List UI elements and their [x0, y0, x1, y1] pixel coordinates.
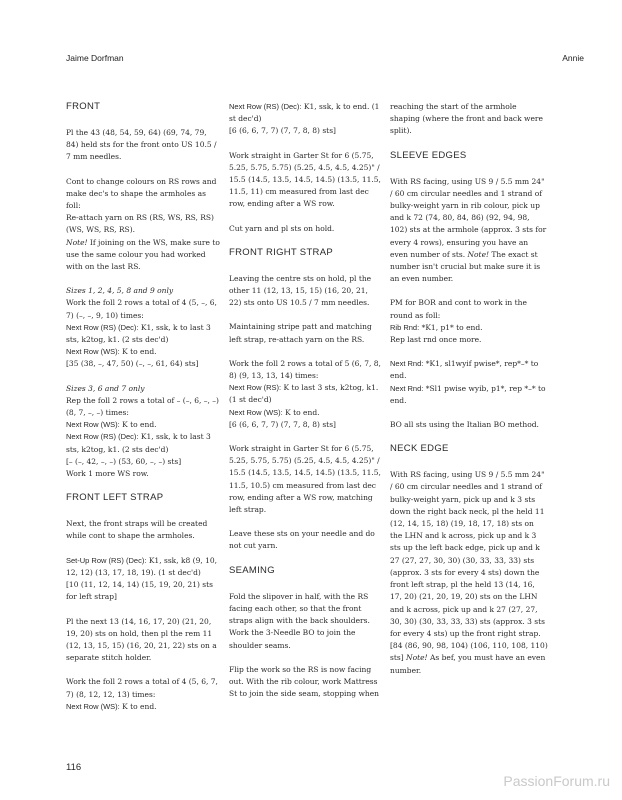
page-number: 116 — [66, 762, 82, 773]
sleeve-rib: PM for BOR and cont to work in the round as foll: Rib Rnd: *K1, p1* to end. Rep last rnd once more. — [390, 298, 527, 345]
front-left-strap-heading: FRONT LEFT STRAP — [66, 492, 164, 504]
front-p2: Cont to change colours on RS rows and make dec's to shape the armholes as foll: Re-attach yarn on RS (RS, WS, RS, RS) (WS, WS, RS, RS). Note! If joining on the WS, make sure to use the same colour you had worked with on the last RS. — [66, 176, 220, 272]
sleeve-next-rnds: Next Rnd: *K1, sl1wyif pwise*, rep*–* to end. Next Rnd: *Sl1 pwise wyib, p1*, rep *–* to end. — [390, 359, 546, 405]
sizes-group-1: Sizes 1, 2, 4, 5, 8 and 9 only Work the foll 2 rows a total of 4 (5, –, 6, 7) (–, –, 9, 10) times: Next Row (RS) (Dec): K1, ssk, k to last 3 sts, k2tog, k1. (2 sts dec'd) Next Row (WS): K to end. [35 (38, –, 47, 50) (–, –, 61, 64) sts] — [66, 286, 217, 369]
frs-p2: Maintaining stripe patt and matching left strap, re-attach yarn on the RS. — [229, 322, 372, 344]
sizes-group-2: Sizes 3, 6 and 7 only Rep the foll 2 rows a total of – (–, 6, –, –) (8, 7, –, –) times: Next Row (WS): K to end. Next Row (RS) (Dec): K1, ssk, k to last 3 sts, k2tog, k1. (2 sts dec'd) [– (–, 42, –, –) (53, 60, –, –) sts] Work 1 more WS row. — [66, 383, 219, 479]
frs-p1: Leaving the centre sts on hold, pl the other 11 (12, 13, 15, 15) (16, 20, 21, 22) sts onto US 10.5 / 7 mm needles. — [229, 273, 372, 308]
column-1 — [66, 101, 220, 725]
header-author: Jaime Dorfman — [66, 53, 124, 63]
sleeve-p1: With RS facing, using US 9 / 5.5 mm 24" / 60 cm circular needles and 1 strand of bulky-weight yarn in rib colour, pick up and k 72 (74, 80, 84, 86) (92, 94, 98, 102) sts at the armhole (approx. 3 sts for every 4 rows), ensuring you have an even number of sts. Note! The exact st number isn't crucial but make sure it is an even number. — [390, 176, 547, 284]
fls-p1: Next, the front straps will be created while cont to shape the armholes. — [66, 519, 208, 541]
seaming-p1: Fold the slipover in half, with the RS facing each other, so that the front straps align with the back shoulders. Work the 3-Needle BO to join the shoulder seams. — [229, 591, 370, 650]
front-right-strap-heading: FRONT RIGHT STRAP — [229, 246, 333, 258]
column-2 — [229, 101, 381, 700]
seaming-heading: SEAMING — [229, 564, 275, 576]
sleeve-bo: BO all sts using the Italian BO method. — [390, 420, 539, 430]
front-p1: Pl the 43 (48, 54, 59, 64) (69, 74, 79, 84) held sts for the front onto US 10.5 / 7 mm needles. — [66, 128, 217, 162]
left-strap-garter: Work straight in Garter St for 6 (5.75, 5.25, 5.75, 5.75) (5.25, 4.5, 4.5, 4.25)" / 15.5 (14.5, 13.5, 14.5, 14.5) (13.5, 11.5, 11.5, 11) cm measured from last dec row, ending after a WS row. — [229, 150, 381, 209]
neck-p1: With RS facing, using US 9 / 5.5 mm 24" / 60 cm circular needles and 1 strand of bulky-weight yarn, pick up and k 3 sts down the right back neck, pl the held 11 (12, 14, 15, 18) (19, 18, 17, 18) sts on the LHN and k across, pick up and k 3 sts up the left back edge, pick up and k 27 (27, 27, 30, 30) (30, 33, 33, 33) sts (approx. 3 sts for every 4 sts) down the front left strap, pl the held 13 (14, 16, 17, 20) (21, 20, 19, 20) sts on the LHN and k across, pick up and k 27 (27, 27, 30, 30) (30, 33, 33, 33) sts (approx. 3 sts for every 4 sts) up the front right strap. [84 (86, 90, 98, 104) (106, 110, 108, 110) sts] Note! As bef, you must have an even number. — [390, 470, 548, 675]
front-heading: FRONT — [66, 101, 101, 112]
sleeve-edges-heading: SLEEVE EDGES — [390, 149, 467, 161]
watermark: PassionForum.ru — [503, 773, 610, 789]
left-strap-dec: Next Row (RS) (Dec): K1, ssk, k to end. (1 st dec'd) [6 (6, 6, 7, 7) (7, 7, 8, 8) sts] — [229, 102, 380, 136]
header-pattern-name: Annie — [562, 53, 584, 63]
seaming-continued: reaching the start of the armhole shaping (where the front and back were split). — [390, 102, 543, 136]
frs-leave: Leave these sts on your needle and do not cut yarn. — [229, 529, 375, 551]
frs-garter: Work straight in Garter St for 6 (5.75, 5.25, 5.75, 5.75) (5.25, 4.5, 4.5, 4.25)" / 15.5 (14.5, 13.5, 14.5, 14.5) (13.5, 11.5, 11.5, 10.5) cm measured from last dec row, ending after a WS row, matching left strap. — [229, 444, 381, 515]
column-3 — [390, 101, 548, 677]
seaming-p2: Flip the work so the RS is now facing out. With the rib colour, work Mattress St to join the side seam, stopping when — [229, 664, 379, 699]
fls-p3: Pl the next 13 (14, 16, 17, 20) (21, 20, 19, 20) sts on hold, then pl the rem 11 (12, 13, 15, 15) (16, 20, 21, 22) sts on a separate stitch holder. — [66, 616, 217, 663]
fls-setup: Set-Up Row (RS) (Dec): K1, ssk, k8 (9, 10, 12, 12) (13, 17, 18, 19). (1 st dec'd) [10 (11, 12, 14, 14) (15, 19, 20, 21) sts for left strap] — [66, 555, 218, 602]
frs-p3: Work the foll 2 rows a total of 5 (6, 7, 8, 8) (9, 13, 13, 14) times: Next Row (RS): K to last 3 sts, k2tog, k1. (1 st dec'd) Next Row (WS): K to end. [6 (6, 6, 7, 7) (7, 7, 8, 8) sts] — [229, 358, 381, 429]
neck-edge-heading: NECK EDGE — [390, 443, 449, 455]
left-strap-cut: Cut yarn and pl sts on hold. — [229, 223, 335, 233]
fls-p4: Work the foll 2 rows a total of 4 (5, 6, 7, 7) (8, 12, 12, 13) times: Next Row (WS): K to end. — [66, 677, 218, 711]
